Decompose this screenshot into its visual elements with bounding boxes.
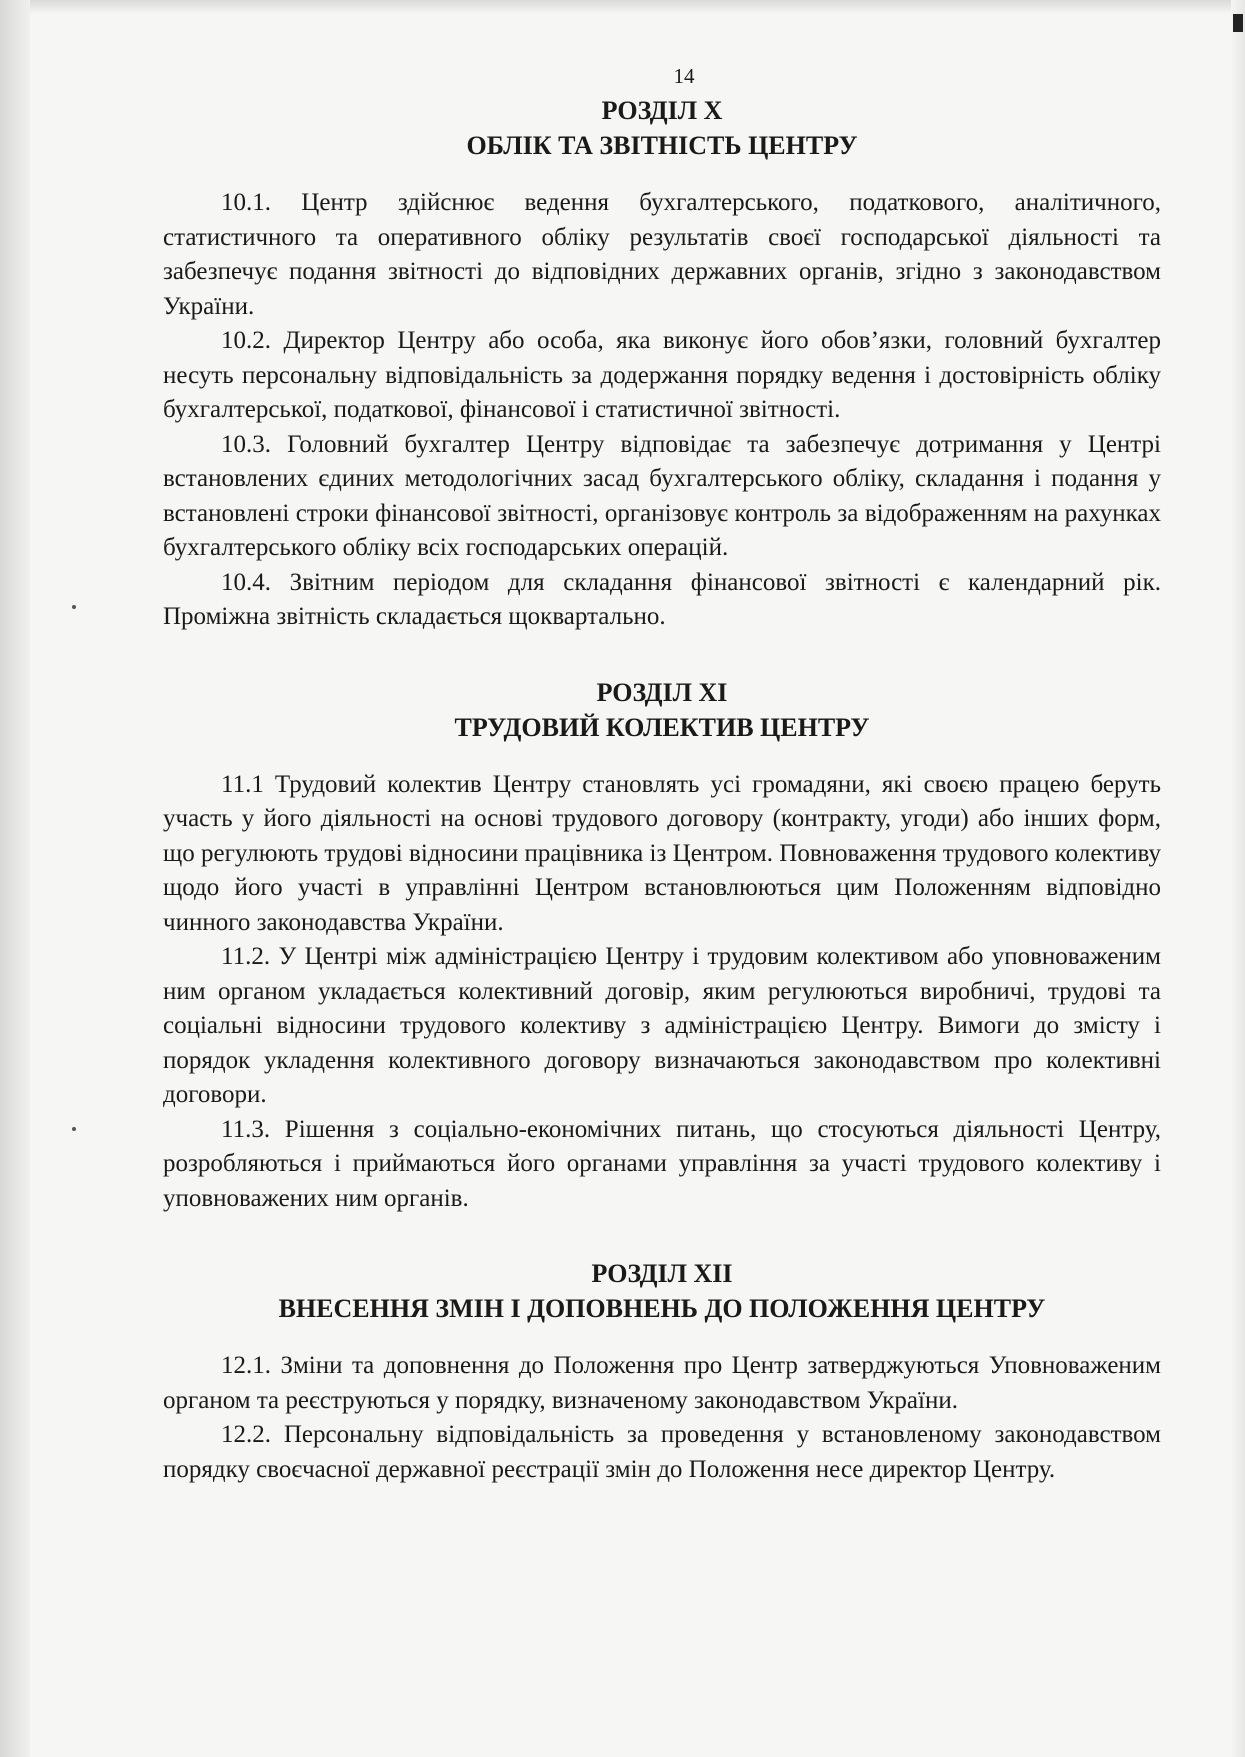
paragraph-11-1: 11.1 Трудовий колектив Центру становлять усі громадяни, які своєю працею беруть участь у його діяльності на основі трудового договору (контракту, угоди) або інших форм, що регулюють трудові відносини працівника із Центром. Повноваження трудового колективу щодо його участі в управлінні Центром встановлюються цим Положенням відповідно чинного законодавства України. xyxy=(163,770,1161,936)
section-body xyxy=(163,1349,1161,1487)
section-title: ВНЕСЕННЯ ЗМІН І ДОПОВНЕНЬ ДО ПОЛОЖЕННЯ ЦЕНТРУ xyxy=(278,1294,1046,1323)
paragraph-12-2: 12.2. Персональну відповідальність за проведення у встановленому законодавством порядку своєчасної державної реєстрації змін до Положення несе директор Центру. xyxy=(163,1421,1161,1483)
section-heading xyxy=(163,1256,1161,1326)
section-title: ТРУДОВИЙ КОЛЕКТИВ ЦЕНТРУ xyxy=(454,712,870,742)
scan-speck xyxy=(72,605,76,609)
paragraph-11-3: 11.3. Рішення з соціально-економічних питань, що стосуються діяльності Центру, розробляються і приймаються його органами управління за участі трудового колективу і уповноважених ним органів. xyxy=(163,1115,1161,1212)
scan-top-shadow xyxy=(0,0,1245,14)
section-body xyxy=(163,186,1161,635)
paragraph-10-2: 10.2. Директор Центру або особа, яка виконує його обов’язки, головний бухгалтер несуть персональну відповідальність за додержання порядку ведення і достовірність обліку бухгалтерської, податкової, фінансової і статистичної звітності. xyxy=(163,327,1161,423)
section-body xyxy=(163,768,1161,1217)
paragraph-10-4: 10.4. Звітним періодом для складання фінансової звітності є календарний рік. Проміжна звітність складається щоквартально. xyxy=(163,568,1161,630)
section-12 xyxy=(163,1256,1161,1487)
scan-right-shadow xyxy=(1231,0,1245,1757)
section-11 xyxy=(163,675,1161,1217)
section-title: ОБЛІК ТА ЗВІТНІСТЬ ЦЕНТРУ xyxy=(466,131,858,160)
section-heading xyxy=(163,675,1161,745)
scan-left-shadow xyxy=(0,0,30,1757)
paragraph-10-1: 10.1. Центр здійснює ведення бухгалтерського, податкового, аналітичного, статистичного та оперативного обліку результатів своєї господарської діяльності та забезпечує подання звітності до відповідних державних органів, згідно з законодавством України. xyxy=(163,189,1161,320)
scan-speck xyxy=(72,1127,76,1131)
section-heading xyxy=(163,93,1161,163)
section-number: РОЗДІЛ ХІІ xyxy=(591,1259,733,1288)
section-number: РОЗДІЛ ХІ xyxy=(596,677,728,707)
paragraph-10-3: 10.3. Головний бухгалтер Центру відповідає та забезпечує дотримання у Центрі встановлених єдиних методологічних засад бухгалтерського обліку, складання і подання у встановлені строки фінансової звітності, організовує контроль за відображенням на рахунках бухгалтерського обліку всіх господарських операцій. xyxy=(163,430,1161,561)
paragraph-11-2: 11.2. У Центрі між адміністрацією Центру і трудовим колективом або уповноваженим ним органом укладається колективний договір, яким регулюються виробничі, трудові та соціальні відносини трудового колективу з адміністрацією Центру. Вимоги до змісту і порядок укладення колективного договору визначаються законодавством про колективні договори. xyxy=(163,943,1161,1108)
document-page xyxy=(163,64,1161,1487)
section-10 xyxy=(163,93,1161,635)
page-number: 14 xyxy=(673,64,695,88)
scan-corner-mark xyxy=(1233,14,1243,32)
section-number: РОЗДІЛ Х xyxy=(601,96,723,125)
paragraph-12-1: 12.1. Зміни та доповнення до Положення про Центр затверджуються Уповноваженим органом та реєструються у порядку, визначеному законодавством України. xyxy=(163,1352,1161,1414)
